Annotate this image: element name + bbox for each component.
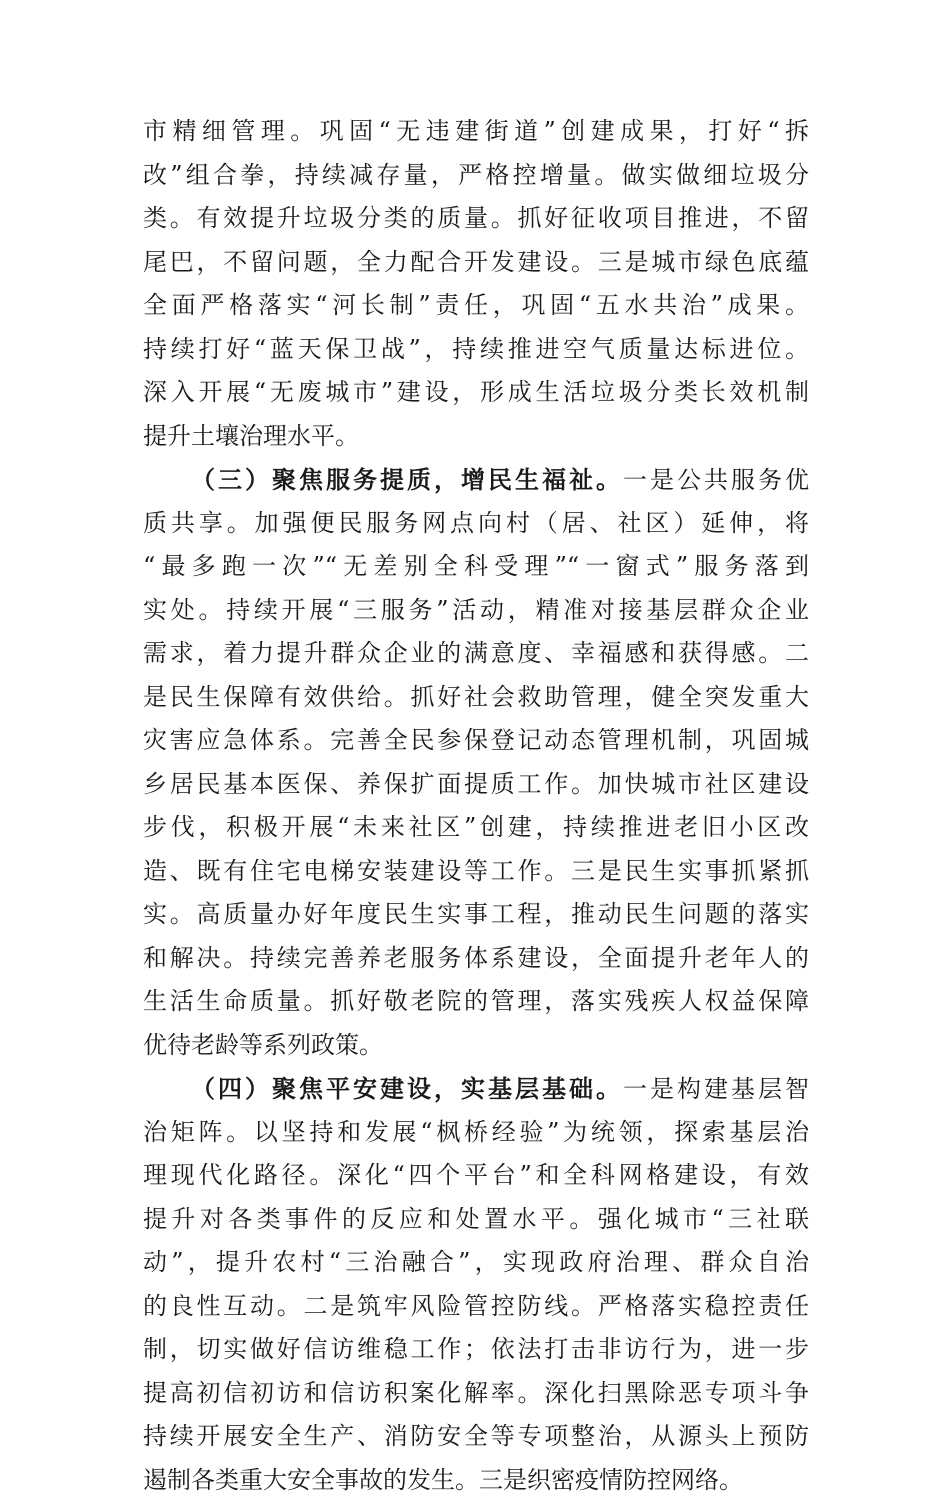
text-line: 持续开展安全生产、消防安全等专项整治，从源头上预防	[143, 1415, 809, 1459]
text-line: 优待老龄等系列政策。	[143, 1024, 809, 1068]
text-line: 造、既有住宅电梯安装建设等工作。三是民生实事抓紧抓	[143, 850, 809, 894]
section-3-first-line	[143, 458, 809, 502]
text-line: 步伐，积极开展“未来社区”创建，持续推进老旧小区改	[143, 806, 809, 850]
document-page	[143, 110, 809, 1502]
section-3-heading: （三）聚焦服务提质，增民生福祉。	[191, 465, 623, 494]
text-line: 的良性互动。二是筑牢风险管控防线。严格落实稳控责任	[143, 1285, 809, 1329]
text-line: 理现代化路径。深化“四个平台”和全科网格建设，有效	[143, 1154, 809, 1198]
text-line: 实。高质量办好年度民生实事工程，推动民生问题的落实	[143, 893, 809, 937]
text-line: “最多跑一次”“无差别全科受理”“一窗式”服务落到	[143, 545, 809, 589]
text-line: 和解决。持续完善养老服务体系建设，全面提升老年人的	[143, 937, 809, 981]
text-line: 是民生保障有效供给。抓好社会救助管理，健全突发重大	[143, 676, 809, 720]
text-line: 提高初信初访和信访积案化解率。深化扫黑除恶专项斗争	[143, 1372, 809, 1416]
text-line: 提升土壤治理水平。	[143, 415, 809, 459]
section-4-first-text: 一是构建基层智	[623, 1075, 809, 1103]
text-line: 乡居民基本医保、养保扩面提质工作。加快城市社区建设	[143, 763, 809, 807]
section-4-first-line	[143, 1067, 809, 1111]
text-line: 制，切实做好信访维稳工作；依法打击非访行为，进一步	[143, 1328, 809, 1372]
text-line: 类。有效提升垃圾分类的质量。抓好征收项目推进，不留	[143, 197, 809, 241]
text-line: 实处。持续开展“三服务”活动，精准对接基层群众企业	[143, 589, 809, 633]
paragraph-section-4	[143, 1067, 809, 1502]
text-line: 提升对各类事件的反应和处置水平。强化城市“三社联	[143, 1198, 809, 1242]
text-line: 全面严格落实“河长制”责任，巩固“五水共治”成果。	[143, 284, 809, 328]
text-line: 灾害应急体系。完善全民参保登记动态管理机制，巩固城	[143, 719, 809, 763]
text-line: 尾巴，不留问题，全力配合开发建设。三是城市绿色底蕴	[143, 241, 809, 285]
text-line: 动”，提升农村“三治融合”，实现政府治理、群众自治	[143, 1241, 809, 1285]
text-line: 市精细管理。巩固“无违建街道”创建成果，打好“拆	[143, 110, 809, 154]
text-line: 持续打好“蓝天保卫战”，持续推进空气质量达标进位。	[143, 328, 809, 372]
section-3-first-text: 一是公共服务优	[623, 466, 809, 494]
text-line: 需求，着力提升群众企业的满意度、幸福感和获得感。二	[143, 632, 809, 676]
text-line: 质共享。加强便民服务网点向村（居、社区）延伸，将	[143, 502, 809, 546]
text-line: 遏制各类重大安全事故的发生。三是织密疫情防控网络。	[143, 1459, 809, 1502]
text-line: 生活生命质量。抓好敬老院的管理，落实残疾人权益保障	[143, 980, 809, 1024]
paragraph-continuation	[143, 110, 809, 458]
text-line: 改”组合拳，持续减存量，严格控增量。做实做细垃圾分	[143, 154, 809, 198]
section-4-heading: （四）聚焦平安建设，实基层基础。	[191, 1074, 623, 1103]
text-line: 治矩阵。以坚持和发展“枫桥经验”为统领，探索基层治	[143, 1111, 809, 1155]
paragraph-section-3	[143, 458, 809, 1067]
text-line: 深入开展“无废城市”建设，形成生活垃圾分类长效机制	[143, 371, 809, 415]
